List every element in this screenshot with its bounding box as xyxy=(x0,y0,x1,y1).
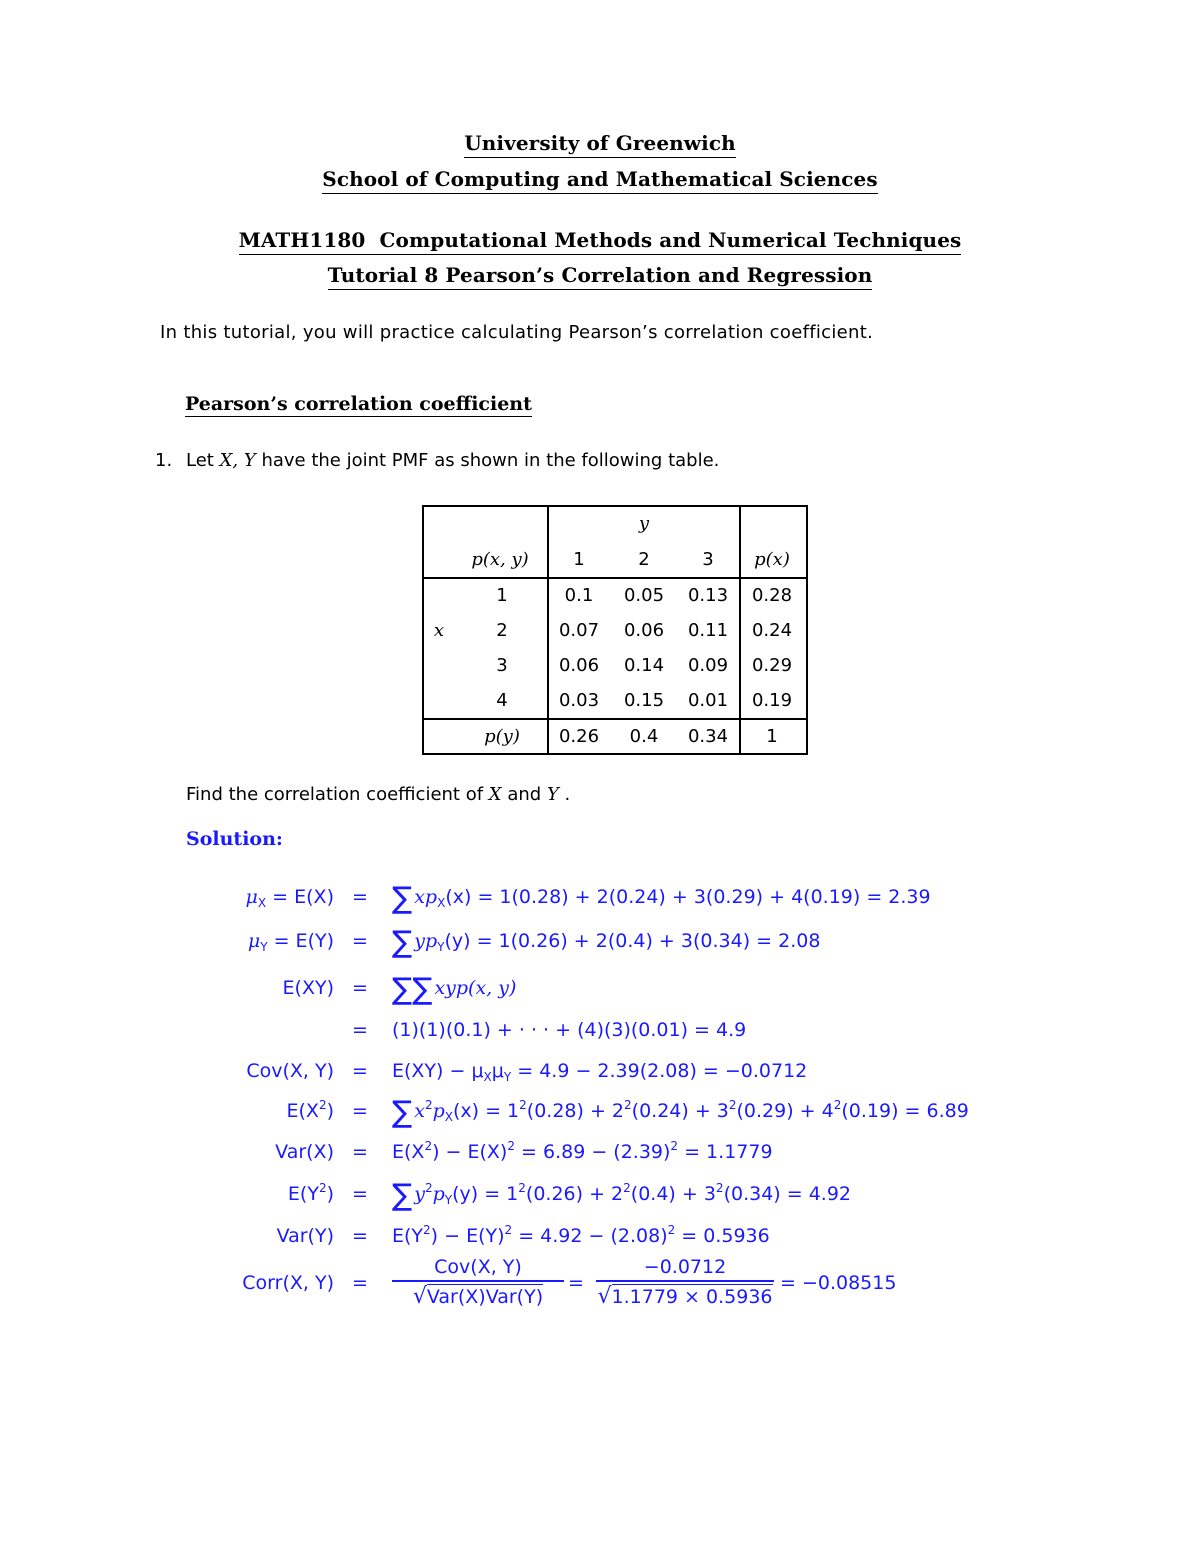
eq-ex2: $E(X^2)$ = ∑ $x^2p_X(x) = 1^2(0.28) + 2^2(0.24) + 3^2(0.29) + 4^2(0.19) = 6.89$ xyxy=(286,1095,969,1130)
y-value: 2 xyxy=(638,549,650,570)
eq-corr xyxy=(0,1258,1200,1318)
px-value: 0.28 xyxy=(751,585,793,606)
question-text: Let X, Y have the joint PMF as shown in the following table. xyxy=(186,450,720,471)
pmf-table xyxy=(422,505,808,755)
tutorial-title: Tutorial 8 Pearson’s Correlation and Regression xyxy=(0,263,1200,290)
x-value: 2 xyxy=(496,620,508,641)
table-cell: 0.15 xyxy=(623,690,665,711)
find-text: Find the correlation coefficient of X and Y . xyxy=(186,784,571,805)
question-number: 1. xyxy=(155,450,173,471)
corr-eq: = xyxy=(352,1272,368,1294)
table-cell: 0.1 xyxy=(564,585,594,606)
corr-fraction-1: Cov(X, Y) √Var(X)Var(Y) xyxy=(392,1256,564,1309)
table-cell: 0.06 xyxy=(623,620,665,641)
px-value: 0.24 xyxy=(751,620,793,641)
eq-mean-y: $\mu_Y = E(Y)$ = ∑ $yp_Y(y) = 1(0.26) + 2(0.4) + 3(0.34) = 2.08$ xyxy=(247,925,821,960)
x-value: 1 xyxy=(496,585,508,606)
eq-varx: Var(X) = $E(X^2) - E(X)^2 = 6.89 - (2.39)^2 = 1.1779$ xyxy=(275,1139,773,1163)
y-value: 1 xyxy=(573,549,585,570)
eq-ey2: $E(Y^2)$ = ∑ $y^2p_Y(y) = 1^2(0.26) + 2^2(0.4) + 3^2(0.34) = 4.92$ xyxy=(287,1178,851,1213)
table-cell: 0.11 xyxy=(687,620,729,641)
px-value: 0.19 xyxy=(751,690,793,711)
table-cell: 0.05 xyxy=(623,585,665,606)
table-cell: 0.01 xyxy=(687,690,729,711)
eq-vary: Var(Y) = $E(Y^2) - E(Y)^2 = 4.92 - (2.08)^2 = 0.5936$ xyxy=(276,1223,770,1247)
table-cell: 0.07 xyxy=(558,620,600,641)
corr-fraction-2: −0.0712 √1.1779 × 0.5936 xyxy=(597,1256,773,1309)
py-value: 0.4 xyxy=(629,726,659,747)
x-label: x xyxy=(433,620,445,641)
table-cell: 0.13 xyxy=(687,585,729,606)
eq-cov: Cov(X, Y) = $E(XY) - \mu_X\mu_Y = 4.9 - 2.39(2.08) = -0.0712$ xyxy=(246,1060,808,1084)
corr-lhs: Corr(X, Y) xyxy=(242,1272,334,1294)
total-value: 1 xyxy=(766,726,778,747)
corner-label: p(x, y) xyxy=(471,549,529,570)
module-title: MATH1180 Computational Methods and Numerical Techniques xyxy=(0,228,1200,255)
py-value: 0.34 xyxy=(687,726,729,747)
x-value: 3 xyxy=(496,655,508,676)
px-value: 0.29 xyxy=(751,655,793,676)
py-value: 0.26 xyxy=(558,726,600,747)
eq-mean-x: $\mu_X = E(X)$ = ∑ $xp_X(x) = 1(0.28) + 2(0.24) + 3(0.29) + 4(0.19) = 2.39$ xyxy=(245,881,931,916)
py-label: p(y) xyxy=(484,726,520,747)
section-heading: Pearson’s correlation coefficient xyxy=(185,393,532,415)
y-value: 3 xyxy=(702,549,714,570)
solution-label: Solution: xyxy=(186,828,283,850)
intro-text: In this tutorial, you will practice calculating Pearson’s correlation coefficient. xyxy=(160,322,874,343)
table-cell: 0.03 xyxy=(558,690,600,711)
eq-exy: E(XY) = ∑∑ xyp(x, y) xyxy=(282,972,517,1007)
corr-result: = −0.08515 xyxy=(780,1272,897,1294)
university-title: University of Greenwich xyxy=(0,131,1200,158)
y-label: y xyxy=(638,513,650,534)
x-value: 4 xyxy=(496,690,508,711)
eq-exy-value: = (1)(1)(0.1) + · · · + (4)(3)(0.01) = 4.9 xyxy=(352,1019,747,1041)
table-cell: 0.14 xyxy=(623,655,665,676)
corr-eq-2: = xyxy=(568,1272,584,1294)
table-cell: 0.09 xyxy=(687,655,729,676)
school-title: School of Computing and Mathematical Sciences xyxy=(0,167,1200,194)
px-label: p(x) xyxy=(754,549,790,570)
table-cell: 0.06 xyxy=(558,655,600,676)
